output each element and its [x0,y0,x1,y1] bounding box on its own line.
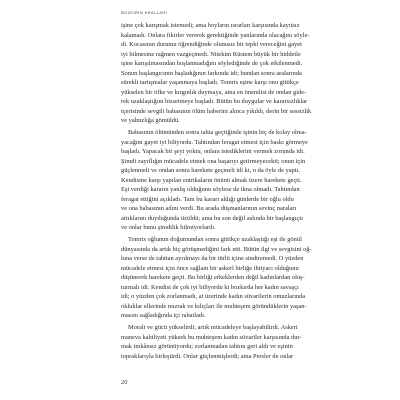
text-line: işine karışılmasından hoşlanmadığını söylediğinde de çok etkilenmedi. [121,60,303,68]
text-line: güçlenmeli ve ondan sonra harekete geçmeli idi ki, o da öyle de yaptı. [121,167,300,175]
text-line: ve onlar bunu şimdilik bilmiyorlardı. [121,224,216,232]
text-line: luna verse de tahttan ayrılmayı da bir türlü içine sindiremedi. O yüzden [121,255,304,263]
text-line: Eşi verdiği kararın yanlış olduğunu söylese de ikna olmadı. Tahtından [121,186,300,194]
text-line: topraklarıyla birleştirdi. Onlar güçlenmişlerdi; ama Persler de onlar [121,352,294,360]
text-line: idi; o yüzden çok zorlanmadı, at üzerinde kadın süvarilerin omuzlarında [121,293,306,301]
text-line: Kendisine karşı yapılan entrikaların önünü almak üzere harekete geçti. [121,176,302,184]
text-line: Sonun başlangıcının başladığının farkında idi; bundan sonra aralarında [121,69,302,77]
text-line: ve ona babasının adını verdi. Bu arada düşmanlarının sevinç naraları [121,205,297,213]
text-line: mak imkânsız görünüyordu; zorlanmadan tahtını geri aldı ve eşinin [121,343,293,351]
text-line: okluklar ellerinde mızrak ve kılıçları ile muhteşem göründüklerin yaşan- [121,302,307,310]
text-line: düşünerek harekete geçti. Bu birliği erkeklerden değil kadınlardan oluş- [121,274,305,282]
page-number: 20 [121,379,128,386]
text-line: Babasının ölümünden sonra tahta geçtiğinde işinin hiç de kolay olma- [128,129,307,137]
text-line: dünyasında da artık hiç görüşmediğini fark etti. Bütün ilgi ve sevgisini oğ- [121,245,312,253]
text-line: kalamadı. Onlara fikirler vererek gerektiğinde yanlarında olacağını söyle- [121,31,310,39]
text-line: içerisinde sevgili babasının ölüm haberini alınca yıkıldı, derin bir sessizlik [121,107,312,115]
text-line: masını sağladığında içi rahatladı. [121,312,206,320]
paragraph [121,128,315,233]
text-line: artıklarını duyduğunda üzüldü; ama bu son değil aslında bir başlangıçtı [121,214,303,222]
text-line: Şimdi zayıflığın mücadele etmek ona başarıyı getirmeyecekti; onun için [121,157,306,165]
text-line: maneva kabiliyeti yüksek bu muhteşem kadın süvariler karşısında dur- [121,333,302,341]
text-line: feragat ettiğini açıkladı. Tam bu kararı aldığı günlerde bir oğlu oldu [121,195,294,203]
text-line: iyi bilmesine rağmen vazgeçmedi. Nitekim Rüstem büyük bir hiddetle [121,50,301,58]
body-text [121,21,315,361]
text-line: Tomris oğlunun doğumundan sonra gittikçe uzaklaştığı eşi ile gönül [128,236,302,244]
text-line: işine çok karışmak istemedi; ama boyların ısrarları karşısında kayıtsız [121,22,300,29]
text-line: Morali ve gücü yükselirdi; artık mücadeleye başlayabilirdi. Askeri [128,323,298,331]
paragraph [121,21,315,126]
paragraph [121,323,315,361]
text-line: yükselen bir öfke ve kırgınlık duymaya, ama en önemlisi de ondan gide- [121,88,307,96]
text-line: ve yalnızlığa gömüldü. [121,117,180,125]
running-head: BOZKIRIN KRALLARI [121,10,168,15]
text-line: di. Kocasının durumu öğrendiğinde olumsuz bir tepki vereceğini gayet [121,41,302,49]
text-line: turmalı idi. Kendisi de çok iyi biliyordu ki bozkırda her kadın savaşçı [121,283,299,291]
text-line: mücadele etmesi için önce sağlam bir askerî birliğe ihtiyacı olduğunu [121,264,299,272]
text-line: sürekli tartışmalar yaşanmaya başladı. Tomris eşine karşı onu gittikçe [121,79,299,87]
text-line: yacağını gayet iyi biliyordu. Tahtından feragat etmesi için baskı görmeye [121,138,308,146]
text-line: rek uzaklaştığını hissetmeye başladı. Bütün bu duygular ve kararsızlıklar [121,98,308,106]
paragraph [121,235,315,321]
text-line: başladı. Yapacak bir şeyi yoktu, onlara istediklerini vermek zorunda idi. [121,148,305,156]
